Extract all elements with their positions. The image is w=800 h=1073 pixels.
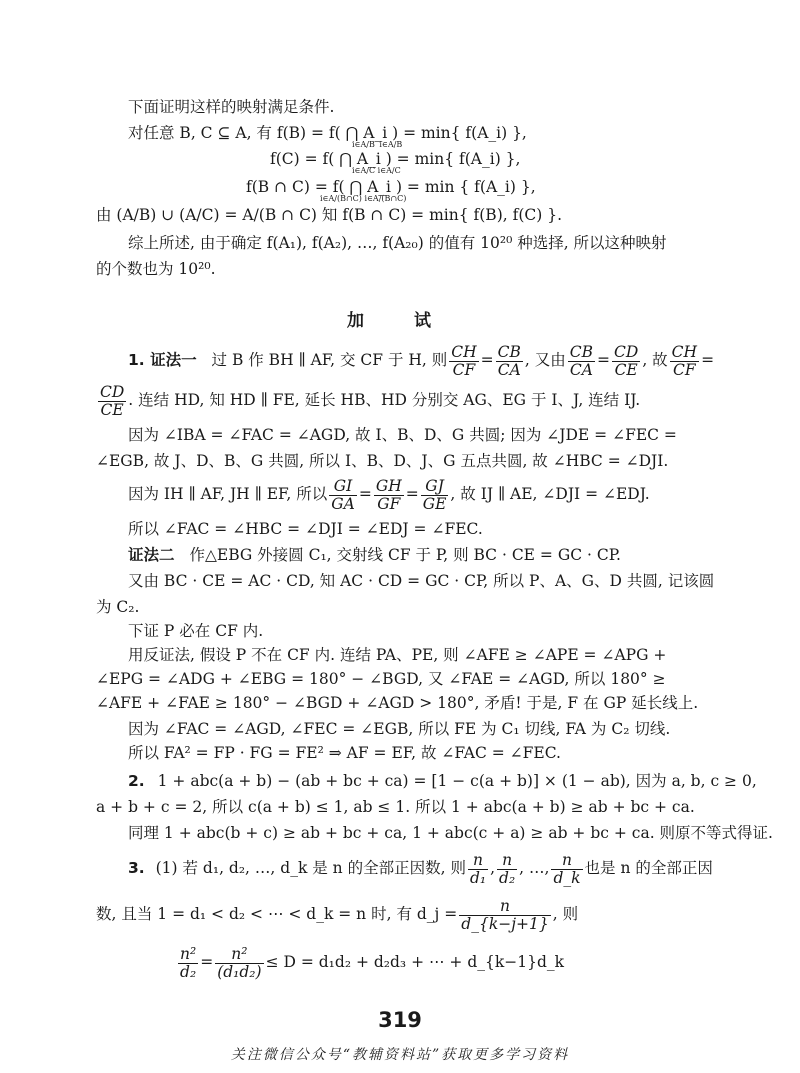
- p2-label: 2.: [128, 772, 145, 790]
- numerator: CD: [100, 382, 125, 401]
- fraction: [468, 852, 488, 887]
- denominator: (d₁d₂): [217, 962, 262, 981]
- p2-text-1: 1 + abc(a + b) − (ab + bc + ca) = [1 − c(a + b)] × (1 − ab), 因为 a, b, c ≥ 0,: [157, 772, 757, 790]
- denominator: d₂: [180, 962, 197, 981]
- intro-line-6: 综上所述, 由于确定 f(A₁), f(A₂), …, f(A₂₀) 的值有 10²⁰ 种选择, 所以这种映射: [128, 234, 667, 252]
- numerator: CH: [671, 342, 698, 361]
- p1-label: 1. 证法一: [128, 351, 197, 369]
- p1-line-4: ∠EGB, 故 J、D、B、G 共圆, 所以 I、B、D、J、G 五点共圆, 故 ∠HBC = ∠DJI.: [96, 452, 669, 470]
- intro-line-2-subscripts: i∈A/B i∈A/B: [352, 140, 403, 149]
- p1-line-1: 1. 证法一 过 B 作 BH ∥ AF, 交 CF 于 H, 则 $\frac{CH}{CF}$ = $\frac{CB}{CA}$ , 又由 $\frac{CB}{CA}$ = $\frac{CD}{CE}$ , 故 $\frac{CH}{CF}$ =: [128, 342, 715, 379]
- p1-text-7: 作△EBG 外接圆 C₁, 交射线 CF 于 P, 则 BC · CE = GC · CP.: [189, 546, 621, 564]
- denominator: GE: [422, 494, 447, 513]
- p1-line-3: 因为 ∠IBA = ∠FAC = ∠AGD, 故 I、B、D、G 共圆; 因为 ∠JDE = ∠FEC =: [128, 426, 677, 444]
- denominator: d_k: [553, 868, 581, 887]
- p1-line-12: ∠EPG = ∠ADG + ∠EBG = 180° − ∠BGD, 又 ∠FAE = ∠AGD, 所以 180° ≥: [96, 670, 666, 688]
- denominator: CE: [100, 400, 124, 419]
- fraction: [329, 478, 357, 513]
- intro-line-7: 的个数也为 10²⁰.: [96, 260, 216, 278]
- fraction: [421, 478, 449, 513]
- numerator: n²: [215, 946, 263, 964]
- numerator: CB: [497, 342, 521, 361]
- p3-label: 3.: [128, 859, 145, 877]
- fraction: [98, 384, 126, 419]
- p3-text-1a: (1) 若 d₁, d₂, …, d_k 是 n 的全部正因数, 则: [155, 859, 466, 877]
- p3-text-2b: , 则: [552, 905, 579, 923]
- p1-line-8: 又由 BC · CE = AC · CD, 知 AC · CD = GC · CP, 所以 P、A、G、D 共圆, 记该圆: [128, 572, 715, 590]
- p2-line-3: 同理 1 + abc(b + c) ≥ ab + bc + ca, 1 + abc(c + a) ≥ ab + bc + ca. 则原不等式得证.: [128, 824, 773, 842]
- intro-line-3: f(C) = f( ⋂ A_i ) = min{ f(A_i) },: [270, 150, 521, 168]
- fraction: [612, 344, 640, 379]
- denominator: CF: [452, 360, 476, 379]
- p1-line-6: 所以 ∠FAC = ∠HBC = ∠DJI = ∠EDJ = ∠FEC.: [128, 520, 483, 538]
- p1-line-14: 因为 ∠FAC = ∠AGD, ∠FEC = ∠EGB, 所以 FE 为 C₁ 切线, FA 为 C₂ 切线.: [128, 720, 671, 738]
- numerator: n: [551, 852, 582, 870]
- p1-text-2b: . 连结 HD, 知 HD ∥ FE, 延长 HB、HD 分别交 AG、EG 于 I、J, 连结 IJ.: [128, 391, 641, 409]
- p3-line-2: [96, 892, 706, 936]
- p1-label-2: 证法二: [128, 545, 175, 564]
- fraction: [496, 344, 523, 379]
- numerator: CB: [569, 342, 594, 361]
- intro-line-4-subscripts: i∈A/(B∩C) i∈A/(B∩C): [320, 194, 407, 203]
- intro-line-4: f(B ∩ C) = f( ⋂ A_i ) = min { f(A_i) },: [246, 178, 536, 196]
- section-title: 加 试: [347, 311, 453, 331]
- numerator: GH: [375, 476, 402, 495]
- p3-text-1b: 也是 n 的全部正因: [584, 859, 713, 877]
- denominator: CF: [673, 360, 696, 379]
- p3-dots: , …,: [519, 859, 550, 877]
- fraction: [449, 344, 478, 379]
- fraction: [374, 478, 404, 513]
- p3-line-3: $\frac{\text{n²}}{\text{d₂}}$ = $\frac{\text{n²}}{\text{(d₁d₂)}}$ ≤ D = d₁d₂ + d₂d₃ + ⋯ + d_{k−1}d_k: [180, 944, 565, 981]
- p1-line-7: [128, 544, 738, 566]
- p3-line-1: 3. (1) 若 d₁, d₂, …, d_k 是 n 的全部正因数, 则 $\frac{n}{\text{d₁}}$ , $\frac{n}{\text{d₂}}$ , …, $\frac{n}{d\_k}$ 也是 n 的全部正因: [128, 850, 713, 887]
- intro-line-1: 下面证明这样的映射满足条件.: [128, 98, 335, 116]
- intro-line-5: 由 (A/B) ∪ (A/C) = A/(B ∩ C) 知 f(B ∩ C) = min{ f(B), f(C) }.: [96, 206, 563, 224]
- numerator: CD: [614, 342, 639, 361]
- numerator: n: [468, 852, 488, 870]
- fraction: [551, 852, 582, 887]
- intro-line-3-subscripts: i∈A/C i∈A/C: [352, 166, 401, 175]
- p3-text-3: ≤ D = d₁d₂ + d₂d₃ + ⋯ + d_{k−1}d_k: [265, 953, 565, 971]
- p2-line-1: [128, 770, 757, 792]
- p2-line-2: a + b + c = 2, 所以 c(a + b) ≤ 1, ab ≤ 1. 所以 1 + abc(a + b) ≥ ab + bc + ca.: [96, 798, 695, 816]
- p1-line-15: 所以 FA² = FP · FG = FE² ⇒ AF = EF, 故 ∠FAC = ∠FEC.: [128, 744, 561, 762]
- p1-text-1c: , 故: [642, 351, 668, 369]
- intro-line-2: 对任意 B, C ⊆ A, 有 f(B) = f( ⋂ A_i ) = min{ f(A_i) },: [128, 124, 527, 142]
- denominator: GF: [377, 494, 401, 513]
- p1-text-1a: 过 B 作 BH ∥ AF, 交 CF 于 H, 则: [211, 351, 448, 369]
- denominator: GA: [331, 494, 355, 513]
- fraction: [215, 946, 263, 981]
- p1-text-5b: , 故 IJ ∥ AE, ∠DJI = ∠EDJ.: [450, 485, 650, 503]
- fraction: [459, 898, 550, 933]
- numerator: GI: [329, 478, 357, 496]
- p1-text-5a: 因为 IH ∥ AF, JH ∥ EF, 所以: [128, 485, 328, 503]
- denominator: CA: [497, 360, 521, 379]
- p1-line-2: [96, 380, 706, 420]
- p1-line-10: 下证 P 必在 CF 内.: [128, 622, 264, 640]
- denominator: d₁: [469, 868, 487, 887]
- numerator: CH: [451, 342, 477, 361]
- p1-line-13: ∠AFE + ∠FAE ≥ 180° − ∠BGD + ∠AGD > 180°, 矛盾! 于是, F 在 GP 延长线上.: [96, 694, 699, 712]
- fraction: [568, 344, 595, 379]
- p1-text-1b: , 又由: [524, 351, 566, 369]
- footer-watermark: 关注微信公众号“教辅资料站”获取更多学习资料: [230, 1047, 570, 1063]
- p1-line-9: 为 C₂.: [96, 598, 140, 616]
- p1-line-11: 用反证法, 假设 P 不在 CF 内. 连结 PA、PE, 则 ∠AFE ≥ ∠APE = ∠APG +: [128, 646, 667, 664]
- page-number: 319: [378, 1008, 422, 1032]
- denominator: d_{k−j+1}: [461, 914, 549, 933]
- p3-text-2a: 数, 且当 1 = d₁ < d₂ < ⋯ < d_k = n 时, 有 d_j =: [96, 905, 458, 923]
- denominator: CE: [614, 360, 638, 379]
- denominator: d₂: [499, 868, 516, 887]
- denominator: CA: [569, 360, 593, 379]
- numerator: GJ: [421, 478, 449, 496]
- fraction: [178, 946, 198, 981]
- numerator: n: [459, 898, 550, 916]
- p1-line-5: 因为 IH ∥ AF, JH ∥ EF, 所以 $\frac{GI}{GA}$ = $\frac{GH}{GF}$ = $\frac{GJ}{GE}$ , 故 IJ ∥ AE, ∠DJI = ∠EDJ.: [128, 476, 650, 513]
- fraction: [497, 852, 517, 887]
- numerator: n²: [180, 944, 197, 963]
- numerator: n: [497, 852, 517, 870]
- fraction: [670, 344, 699, 379]
